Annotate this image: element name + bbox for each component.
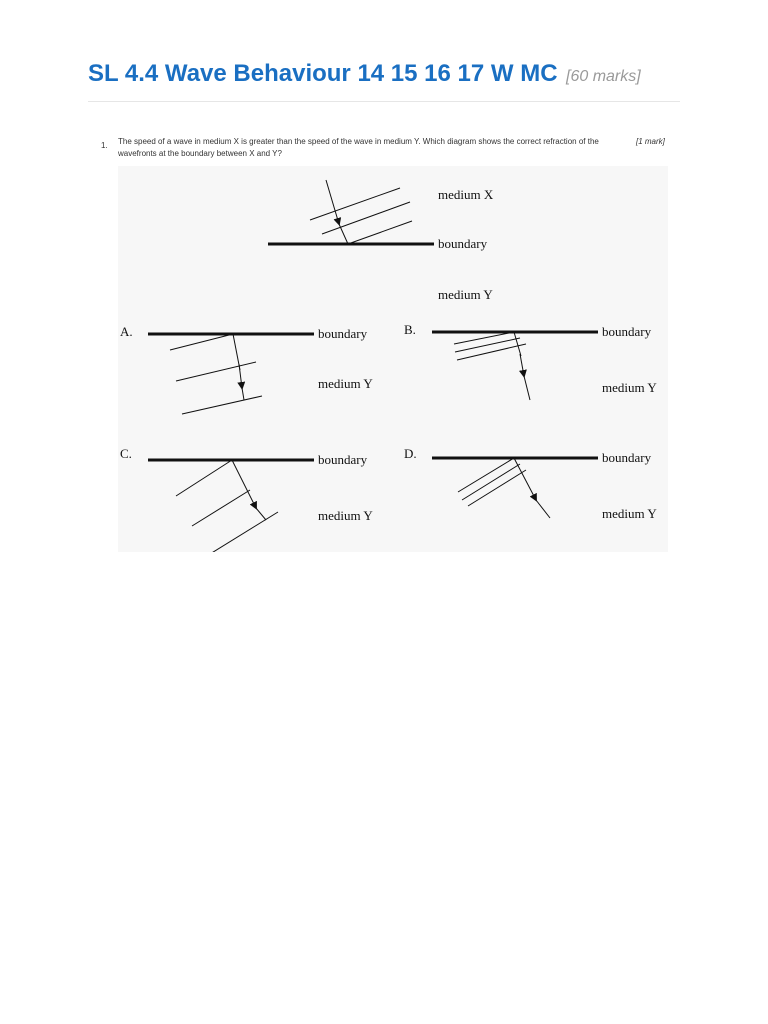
option-d-wavefront xyxy=(462,464,520,500)
option-c-wavefront xyxy=(192,490,250,526)
incident-ray xyxy=(339,224,348,244)
option-a-medium-label: medium Y xyxy=(318,376,373,391)
option-c-medium-label: medium Y xyxy=(318,508,373,523)
option-b-ray-arrow xyxy=(520,354,524,376)
option-b-boundary-label: boundary xyxy=(602,324,652,339)
option-b-ray xyxy=(524,376,530,400)
option-d-diagram xyxy=(404,446,657,521)
option-b-wavefront xyxy=(454,332,514,344)
top-boundary-label: boundary xyxy=(438,236,488,251)
option-b-wavefront xyxy=(457,344,526,360)
medium-x-label: medium X xyxy=(438,187,494,202)
option-c-letter: C. xyxy=(120,446,132,461)
option-d-wavefront xyxy=(468,470,526,506)
incident-diagram xyxy=(268,180,494,302)
option-c-boundary-label: boundary xyxy=(318,452,368,467)
option-c-wavefront xyxy=(210,512,278,552)
refraction-diagram xyxy=(118,166,668,552)
option-a-boundary-label: boundary xyxy=(318,326,368,341)
option-a-letter: A. xyxy=(120,324,133,339)
option-d-medium-label: medium Y xyxy=(602,506,657,521)
page-title: SL 4.4 Wave Behaviour 14 15 16 17 W MC xyxy=(88,60,558,87)
option-d-letter: D. xyxy=(404,446,417,461)
option-d-boundary-label: boundary xyxy=(602,450,652,465)
option-c-ray-arrow xyxy=(232,460,256,508)
option-b-ray xyxy=(514,332,521,356)
option-c-diagram xyxy=(120,446,373,552)
option-c-ray xyxy=(256,508,266,520)
question-mark: [1 mark] xyxy=(636,137,665,146)
incident-wavefront xyxy=(348,221,412,244)
question-text: The speed of a wave in medium X is greater than the speed of the wave in medium Y. Which diagram shows the correct refraction of the wavefronts at the boundary between X and Y? xyxy=(118,137,599,158)
option-b-medium-label: medium Y xyxy=(602,380,657,395)
option-d-ray-arrow xyxy=(514,458,536,500)
option-a-wavefront xyxy=(170,334,233,350)
option-a-diagram xyxy=(120,324,373,414)
page-header xyxy=(88,60,680,88)
option-b-diagram xyxy=(404,322,657,400)
option-b-wavefront xyxy=(455,338,520,352)
question-number: 1. xyxy=(101,141,108,150)
incident-wavefront xyxy=(322,202,410,234)
incident-wavefront xyxy=(310,188,400,220)
top-medium-y-label: medium Y xyxy=(438,287,493,302)
option-d-ray xyxy=(536,500,550,518)
option-a-wavefront xyxy=(182,396,262,414)
option-b-letter: B. xyxy=(404,322,416,337)
incident-ray-arrow xyxy=(326,180,339,224)
option-d-wavefront xyxy=(458,458,514,492)
header-divider xyxy=(88,101,680,102)
option-a-wavefront xyxy=(176,362,256,381)
option-c-wavefront xyxy=(176,460,232,496)
option-a-ray-arrow xyxy=(239,364,242,388)
total-marks: [60 marks] xyxy=(566,68,641,85)
option-a-ray xyxy=(242,388,244,400)
